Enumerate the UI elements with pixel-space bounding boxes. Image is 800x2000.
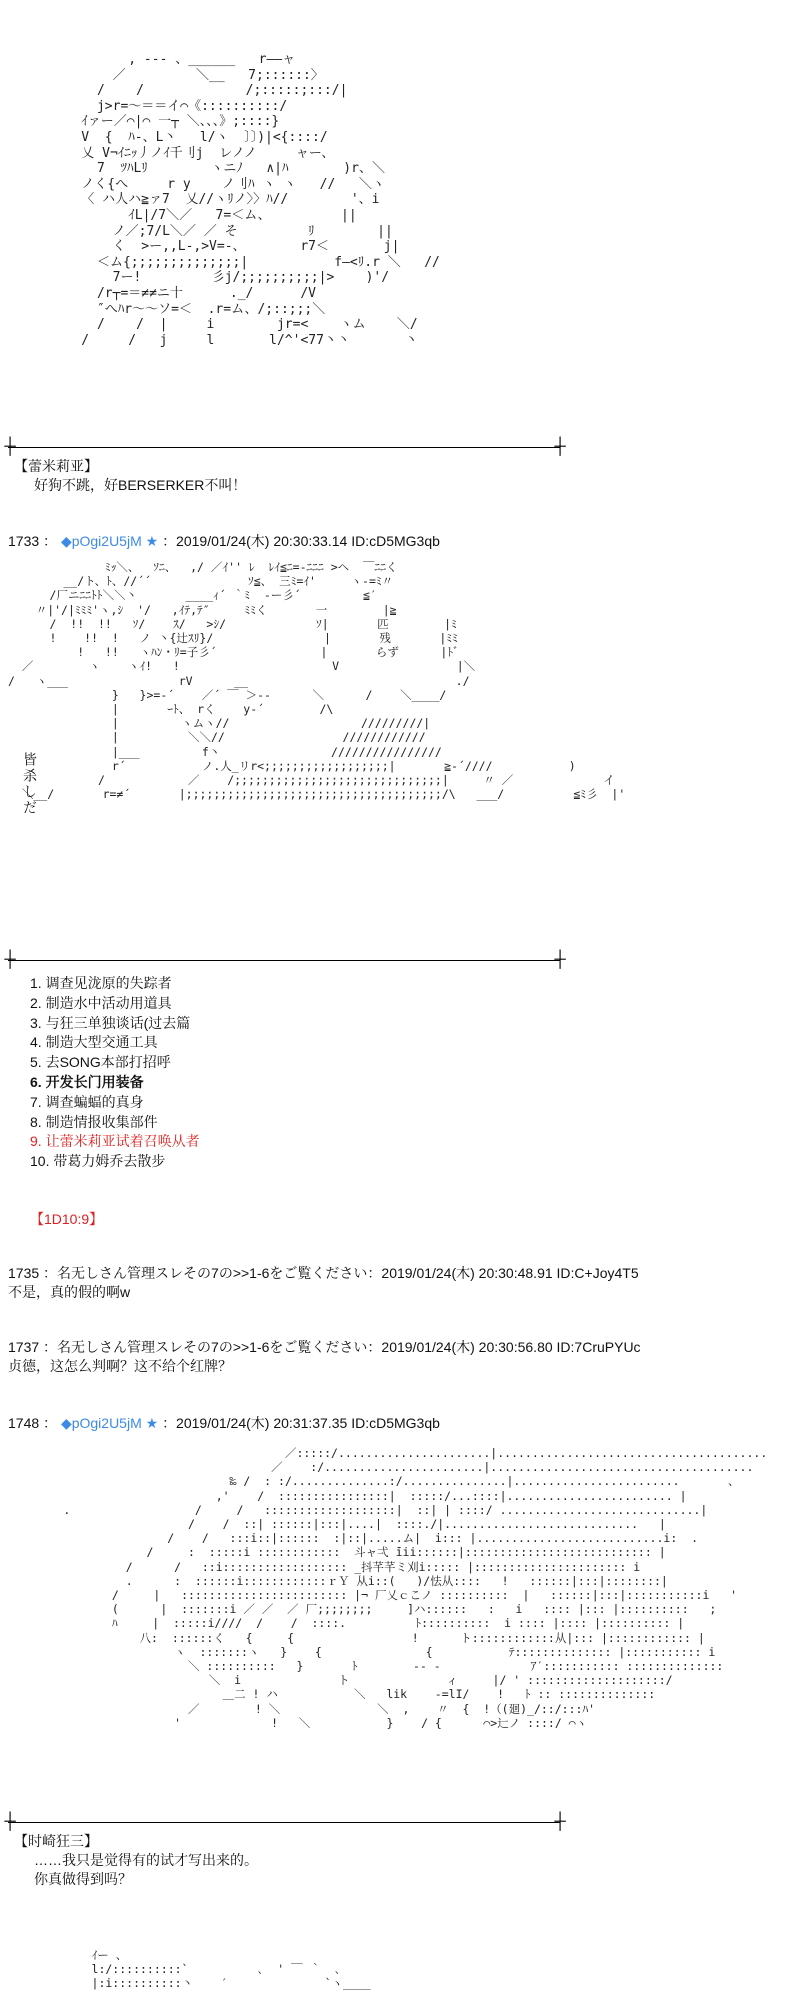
divider-line [4,951,566,968]
post-header-1748 [8,1414,440,1432]
choice-item: 7. 调查蝙蝠的真身 [30,1093,144,1110]
choice-item: 3. 与狂三单独谈话(过去篇 [30,1014,191,1031]
choice-item: 6. 开发长门用装备 [30,1073,144,1090]
choice-item: 4. 制造大型交通工具 [30,1034,158,1051]
dialogue-line: 好狗不跳，好BERSERKER不叫！ [34,477,247,493]
dice-result: 【1D10:9】 [30,1211,104,1227]
choice-list [30,974,200,1172]
choice-item: 1. 调查见泷原的失踪者 [30,975,172,991]
ascii-art-battle: ﾐｯ＼、 ｿﾆ、 ,/ ／ｲ'' ﾚ ﾚｲ≦ﾆ=-ﾆﾆﾆ >ヘ ￣ﾆﾆく __/ト、ﾄ、//´´ ｿ≦、 三ﾐ=ｲ' ヽ-=ﾐ〃 /厂ニﾆﾆﾄﾄ＼＼丶 ____ｨ´ ｀ﾐ -ー彡´ ≦′ 〃|'/|ﾐﾐﾐ'ヽ,ｼ '/ ,ｲﾃ,ﾃ″ ﾐﾐく 一 |≧ / !! !! ｿ/ ｽ/ >ｼ/ ｿ| 匹 |ﾐ ! !! ! ノ 丶{辻ｽﾘ}/ | 残 |ﾐﾐ ! !! ヽﾊﾝ・ﾘ=子彡´ | らず |ﾄﾞ ／ ヽ ヽｲ! ! V |＼ / ヽ___ rV __ ./ } }>=-´ ／´ ￣ ＞-- ＼ / ＼____/ | ｰﾄ、 rく y-´ /\ | ヽムヽ// /////////| | ＼＼// //////////// |___ f丶 //////////////// r´ ノ.人_リr<;;;;;;;;;;;;;;;;;;| ≧-´//// ) / ／ /;;;;;;;;;;;;;;;;;;;;;;;;;;;;;;| 〃 ／ イ ＼__/ r=≠´ |;;;;;;;;;;;;;;;;;;;;;;;;;;;;;;;;;;;;;/\ ___/ ≦ﾐ彡 |' [8,560,626,802]
dialogue-line: 你真做得到吗？ [34,1871,132,1887]
author-trip[interactable]: ◆pOgi2U5jM ★ [60,533,159,549]
post-number: 1733 ： [8,533,58,549]
post-meta: ：2019/01/24(木) 20:30:33.14 ID:cD5MG3qb [162,533,440,549]
divider-plus-left: ┼ [4,438,16,455]
choice-item-selected: 9. 让蕾米莉亚试着召唤从者 [30,1133,200,1150]
post-header-1737: 1737 ：名无しさん管理スレその7の>>1-6をご覧ください：2019/01/24(木) 20:30:56.80 ID:7CruPYUc [8,1339,641,1355]
dialogue-line: ……我只是觉得有的试才写出来的。 [34,1852,258,1868]
divider-plus-right: ┼ [554,951,566,968]
post-header-1735: 1735 ：名无しさん管理スレその7の>>1-6をご覧ください：2019/01/24(木) 20:30:48.91 ID:C+Joy4T5 [8,1265,639,1281]
post-meta: ：2019/01/24(木) 20:31:37.35 ID:cD5MG3qb [162,1415,440,1431]
ascii-art-next: ｲー 、 l:/::::::::::` ､ ' ￣ ｀ ､ |:i::::::::::丶 ′ `ヽ____ [91,1948,371,1991]
divider-plus-left: ┼ [4,951,16,968]
divider-plus-right: ┼ [554,438,566,455]
post-header-1733 [8,532,440,550]
choice-item: 2. 制造水中活动用道具 [30,994,172,1011]
post-number: 1748 ： [8,1415,58,1431]
choice-item: 10. 带葛力姆乔去散步 [30,1153,166,1170]
divider-line [4,1813,566,1830]
choice-item: 8. 制造情报收集部件 [30,1113,158,1130]
post-body-1737: 贞德，这怎么判啊？这不给个红牌？ [8,1358,232,1374]
author-trip[interactable]: ◆pOgi2U5jM ★ [60,1415,159,1431]
ascii-art-remilia: , --- 、______ r――ャ ／ ＼__ 7;::::::〉 / / /;:::::;:::/| j>r=～＝＝イ⌒《::::::::::/ ｲァー／⌒|⌒ 一┬ ＼、、、》;::::} V { ﾊ-、L丶 l/ヽ 〕〕)|<{::::/ 乂 V¬ｲﾆｯ丿ノｲ千刂j レノノ ャー、 7 ﾂﾊLﾘ ヽニﾉ ∧|ﾊ )r、＼ ノく{へ r y ノ刂ﾊ ヽ ヽ // ＼ヽ 〈 ハ人ハ≧ァ7 乂//ヽﾘノ〉〉ﾊ// '、i ｲL|/7＼／ 7=＜ム、 || ノ／;7/L＼／ ／ そ ﾘ || く >ー,,L-,>V=-、 r7＜ j| ＜ム{;;;;;;;;;;;;;;| f―<ﾘ.r ＼ // 7ー! 彡j/;;;;;;;;;;|> )'/ /r┬=＝≠≠ニ十 ._/ /V ″へﾊr～～ソ=＜ .r=ム、/;::;;;＼ / / | i jr=< ヽム ＼/ / / j l l/^'<77丶丶 丶 [81,52,440,348]
ascii-art-kurumi: ／:::::/......................|....................................... ／ :/.......................|...................................... ‰ / : :/..............:/...............|........................ 、 ,' / ::::::::::::::::| :::::/...::::|........................ | . / / :::::::::::::::::::| ::| | ::::/ .............................| / / ::| ::::::|:::|....| ::::./|............................ | / / :::i::|:::::: :|::|.....ム| i::: |...........................i: . / : :::::i :::::::::::: 斗ャ弌 ̄iii::::::|::::::::::::::::::::::::::: | / / ::i:::::::::::::::::: _抖芊芊ミ刈i::::: |:::::::::::::::::::::: i . : ::::::i::::::::::::ｒＹ 从i::( )/怯从:::: ! ::::::|:::|::::::::| / | :::::::::::::::::::::::: |¬ 厂乂ｃこノ :::::::::: | ::::::|:::|:::::::::::i ' ( | :::::::i ／ ／ ／ 厂;;;;;;;; ]ハ:::::: : i :::: |::: |:::::::::: ; ﾊ | :::::i//// / / ::::. ﾄ:::::::::: i :::: |:::: |:::::::::: | 八: ::::::く { { ! ト::::::::::::从|::: |:::::::::::: | ヽ :::::::ヽ } { { ﾃ:::::::::::::: |::::::::::: i ＼ :::::::::: } ﾄ -- - ｱ′::::::::::: :::::::::::::: ＼ i ト ィ |/ ' ::::::::::::::::::::/ ＿二 ! ハ ＼ lik -=lI/ ! ﾄ :: :::::::::::::: ／ ! ＼ ＼ , 〃 { !（(廻)_/::/:::ﾊ' ' ! ＼ } / { ⌒>辷ノ ::::/ ⌒ヽ [63,1446,768,1730]
divider-line [4,438,566,455]
speaker-label: 【时崎狂三】 [14,1833,98,1849]
choice-item: 5. 去SONG本部打招呼 [30,1054,171,1071]
divider-plus-right: ┼ [554,1813,566,1830]
divider-plus-left: ┼ [4,1813,16,1830]
vertical-text: 皆杀しだ [22,752,38,816]
post-body-1735: 不是，真的假的啊w [8,1284,131,1300]
speaker-label: 【蕾米莉亚】 [14,458,98,474]
